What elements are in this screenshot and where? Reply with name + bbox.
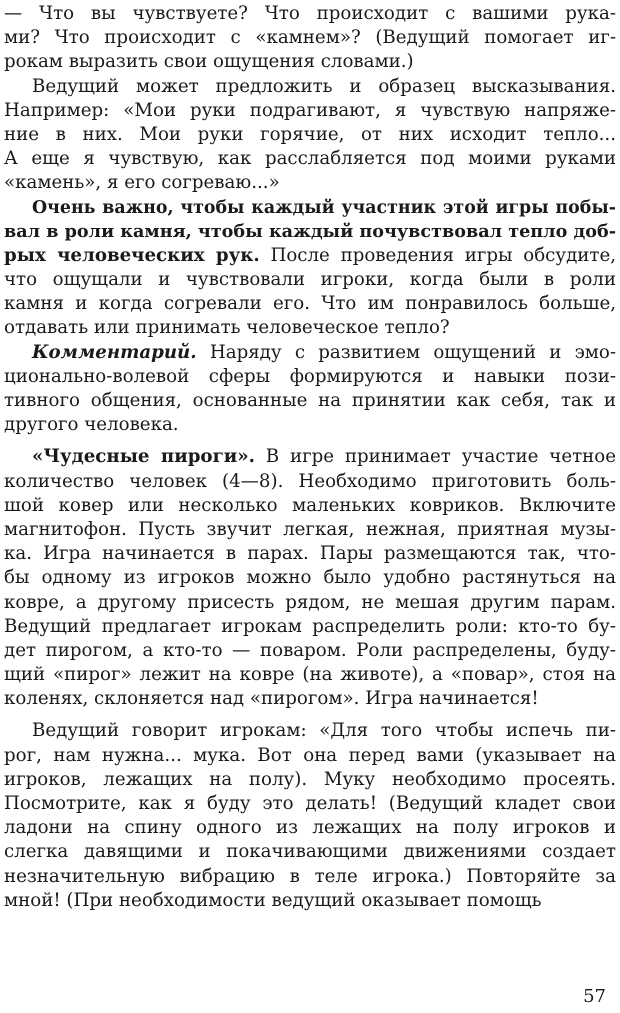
text-line — [4, 542, 616, 566]
text-line — [4, 413, 616, 437]
text-run: щий «пирог» лежит на ковре (на животе), а «повар», стоя на — [4, 664, 616, 686]
text-line — [4, 816, 616, 840]
text-run: другого человека. — [4, 414, 179, 436]
text-line — [4, 26, 616, 50]
text-run: игроков, лежащих на полу). Муку необходимо просеять. — [4, 768, 616, 790]
text-line — [4, 591, 616, 615]
emphasis-text: вал в роли камня, чтобы каждый почувствовал тепло доб- — [4, 220, 616, 242]
text-run: ковре, а другому присесть рядом, не мешая другим парам. — [4, 591, 616, 613]
emphasis-text: рых человеческих рук. — [4, 244, 260, 266]
text-run: количество человек (4—8). Необходимо приготовить боль- — [4, 470, 616, 492]
text-run: ладони на спину одного из лежащих на полу игроков и — [4, 817, 616, 839]
text-run: дет пирогом, а кто-то — поваром. Роли распределены, буду- — [4, 639, 616, 661]
text-run: мной! (При необходимости ведущий оказывает помощь — [4, 889, 542, 911]
text-line — [4, 123, 616, 147]
text-line — [4, 147, 616, 171]
text-run: отдавать или принимать человеческое тепло? — [4, 317, 450, 339]
emphasis-text: «Чудесные пироги». — [32, 446, 255, 468]
text-run: бы одному из игроков можно было удобно растянуться на — [4, 567, 616, 589]
text-run: Ведущий может предложить и образец высказывания. — [32, 75, 616, 97]
text-line — [4, 244, 616, 268]
text-run: что ощущали и чувствовали игроки, когда были в роли — [4, 269, 616, 291]
text-line — [4, 75, 616, 99]
text-line — [4, 268, 616, 292]
text-line — [4, 50, 616, 74]
emphasis-text: Очень важно, чтобы каждый участник этой игры побы- — [32, 197, 616, 218]
text-run: После проведения игры обсудите, — [259, 244, 616, 266]
text-run: «камень», я его согреваю...» — [4, 172, 280, 194]
paragraph — [4, 445, 616, 711]
text-run: ми? Что происходит с «камнем»? (Ведущий помогает иг- — [4, 27, 616, 49]
text-line — [4, 663, 616, 687]
text-line — [4, 615, 616, 639]
text-run: ка. Игра начинается в парах. Пары размещаются так, что- — [4, 543, 616, 565]
paragraph — [4, 75, 616, 196]
page-number: 57 — [583, 986, 606, 1007]
text-run: — Что вы чувствуете? Что происходит с вашими рука- — [4, 3, 616, 24]
paragraph — [4, 196, 616, 341]
text-run: магнитофон. Пусть звучит легкая, нежная, приятная музы- — [4, 518, 616, 540]
text-run: А еще я чувствую, как расслабляется под моими руками — [4, 148, 616, 170]
text-run: Например: «Мои руки подрагивают, я чувствую напряже- — [4, 99, 616, 121]
text-run: слегка давящими и покачивающими движениями создает — [4, 841, 616, 863]
text-line — [4, 865, 616, 889]
text-line — [4, 687, 616, 711]
text-line — [4, 99, 616, 123]
text-line — [4, 566, 616, 590]
paragraph — [4, 341, 616, 438]
text-line — [4, 744, 616, 768]
text-line — [4, 494, 616, 518]
paragraph-gap — [4, 711, 616, 719]
text-line — [4, 889, 616, 913]
text-run: незначительную вибрацию в теле игрока.) Повторяйте за — [4, 865, 616, 887]
text-line — [4, 518, 616, 542]
text-line — [4, 470, 616, 494]
text-line — [4, 171, 616, 195]
text-line — [4, 341, 616, 365]
page-text — [4, 2, 616, 913]
text-line — [4, 196, 616, 220]
text-line — [4, 445, 616, 469]
text-run: коленях, склоняется над «пирогом». Игра начинается! — [4, 688, 539, 710]
text-run: ние в них. Мои руки горячие, от них исходит тепло... — [4, 123, 616, 145]
text-line — [4, 220, 616, 244]
text-run: тивного общения, основанные на принятии как себя, так и — [4, 390, 616, 411]
text-line — [4, 389, 616, 413]
paragraph — [4, 719, 616, 913]
text-run: Ведущий говорит игрокам: «Для того чтобы испечь пи- — [32, 720, 616, 742]
text-line — [4, 292, 616, 316]
text-run: рог, нам нужна... мука. Вот она перед вами (указывает на — [4, 744, 616, 766]
text-line — [4, 2, 616, 26]
text-run: В игре принимает участие четное — [254, 446, 616, 468]
paragraph-gap — [4, 437, 616, 445]
text-run: рокам выразить свои ощущения словами.) — [4, 51, 414, 73]
paragraph — [4, 2, 616, 75]
text-run: Посмотрите, как я буду это делать! (Ведущий кладет свои — [4, 793, 616, 814]
emphasis-text: Комментарий. — [32, 341, 197, 363]
text-line — [4, 316, 616, 340]
text-run: Ведущий предлагает игрокам распределить роли: кто-то бу- — [4, 615, 616, 637]
text-line — [4, 719, 616, 743]
text-run: ционально-волевой сферы формируются и навыки пози- — [4, 365, 616, 387]
text-line — [4, 792, 616, 816]
text-line — [4, 365, 616, 389]
text-run: камня и когда согревали его. Что им понравилось больше, — [4, 293, 616, 315]
text-line — [4, 768, 616, 792]
text-run: Наряду с развитием ощущений и эмо- — [196, 341, 616, 363]
text-line — [4, 639, 616, 663]
text-run: шой ковер или несколько маленьких ковриков. Включите — [4, 494, 616, 516]
text-line — [4, 840, 616, 864]
